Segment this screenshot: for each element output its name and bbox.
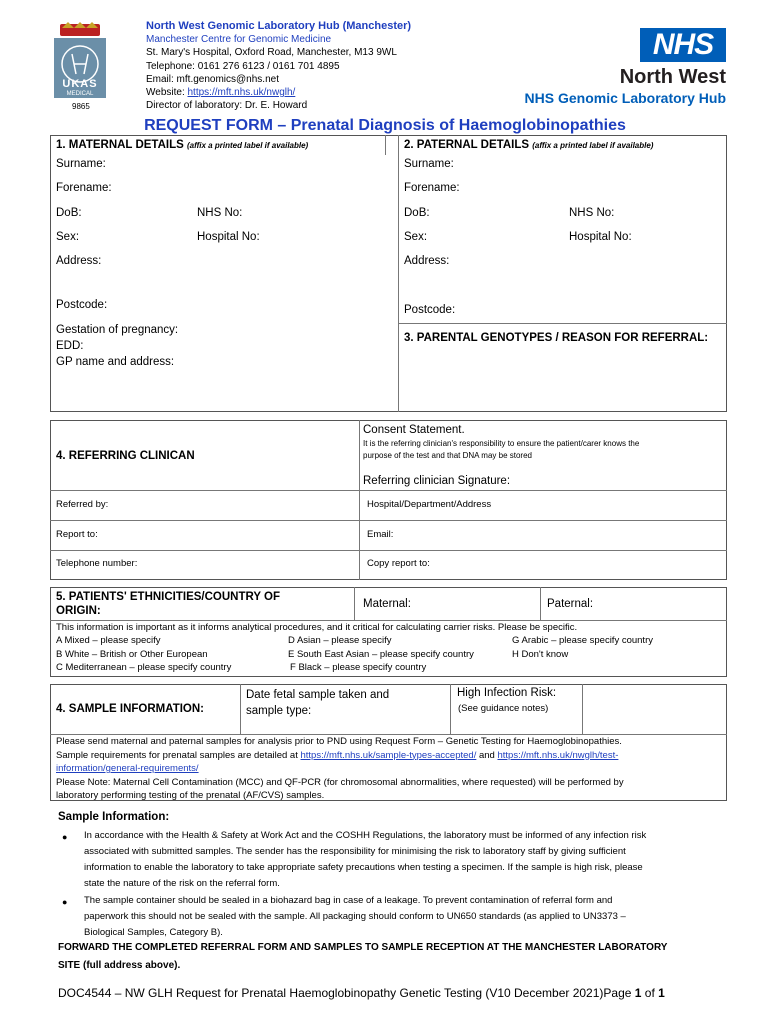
ethnicity-option: E South East Asian – please specify country	[288, 649, 474, 660]
edd-field[interactable]: EDD:	[56, 340, 84, 352]
lab-address-block	[146, 20, 411, 112]
sample-heading: 4. SAMPLE INFORMATION:	[56, 703, 205, 715]
signature-field[interactable]: Referring clinician Signature:	[363, 475, 511, 487]
hospital-dept-field[interactable]: Hospital/Department/Address	[367, 499, 492, 510]
paternal-surname-field[interactable]: Surname:	[404, 158, 454, 170]
divider	[50, 550, 727, 551]
divider	[540, 587, 541, 620]
divider	[450, 684, 451, 734]
infection-risk-label: High Infection Risk:	[457, 687, 557, 699]
nhs-logo-text: NHS	[652, 28, 714, 61]
divider	[398, 135, 399, 412]
maternal-sex-field[interactable]: Sex:	[56, 231, 80, 243]
bullet-icon: ●	[62, 897, 68, 907]
paternal-postcode-field[interactable]: Postcode:	[404, 304, 456, 316]
ukas-sub: MEDICAL	[66, 91, 94, 97]
ethnicity-option: B White – British or Other European	[56, 649, 208, 660]
nhs-logo	[640, 28, 726, 62]
sample-date-field[interactable]: Date fetal sample taken and sample type:	[246, 689, 390, 717]
maternal-surname-field[interactable]: Surname:	[56, 158, 106, 170]
maternal-heading: 1. MATERNAL DETAILS (affix a printed label if available)	[56, 139, 309, 151]
website-label: Website:	[146, 87, 188, 99]
general-requirements-link[interactable]: https://mft.nhs.uk/nwglh/test-	[497, 749, 619, 761]
ethnicity-option: C Mediterranean – please specify country	[56, 662, 232, 673]
genotypes-heading: 3. PARENTAL GENOTYPES / REASON FOR REFERRAL:	[404, 332, 709, 344]
paternal-note: (affix a printed label if available)	[532, 141, 654, 150]
page-number: 1	[634, 986, 642, 1000]
divider	[240, 684, 241, 734]
sample-para: Please send maternal and paternal samples for analysis prior to PND using Request Form – Genetic Testing for Haemoglobinopathies.	[56, 736, 622, 747]
consent-text: It is the referring clinician's responsibility to ensure the patient/carer knows the purpose of the test and that DNA may be stored	[363, 439, 640, 460]
ethnicity-intro: This information is important as it informs analytical procedures, and it critical for calculating carrier risks. Please be specific.	[56, 622, 578, 633]
copy-report-field[interactable]: Copy report to:	[367, 558, 430, 569]
lab-address: St. Mary's Hospital, Oxford Road, Manchester, M13 9WL	[146, 47, 397, 59]
lab-email: Email: mft.genomics@nhs.net	[146, 73, 279, 85]
maternal-ethnicity-field[interactable]: Maternal:	[363, 598, 411, 610]
lab-website	[146, 86, 411, 99]
gp-field[interactable]: GP name and address:	[56, 356, 175, 368]
form-title: REQUEST FORM – Prenatal Diagnosis of Haemoglobinopathies	[144, 117, 626, 134]
maternal-forename-field[interactable]: Forename:	[56, 182, 112, 194]
gestation-field[interactable]: Gestation of pregnancy:	[56, 324, 179, 336]
consent-title: Consent Statement.	[363, 424, 465, 436]
divider	[359, 420, 360, 580]
maternal-hospital-field[interactable]: Hospital No:	[197, 231, 260, 243]
ukas-text: UKAS	[62, 78, 98, 90]
ethnicity-heading: 5. PATIENTS' ETHNICITIES/COUNTRY OF ORIGIN:	[56, 591, 281, 617]
maternal-postcode-field[interactable]: Postcode:	[56, 299, 108, 311]
paternal-heading: 2. PATERNAL DETAILS (affix a printed label if available)	[404, 139, 654, 151]
referred-by-field[interactable]: Referred by:	[56, 499, 109, 510]
guidance-heading: Sample Information:	[58, 811, 170, 823]
email-field[interactable]: Email:	[367, 529, 394, 540]
forward-instruction: FORWARD THE COMPLETED REFERRAL FORM AND SAMPLES TO SAMPLE RECEPTION AT THE MANCHESTER LABORATORY SITE (full address above).	[58, 942, 668, 971]
maternal-dob-field[interactable]: DoB:	[56, 207, 82, 219]
ethnicity-option: H Don't know	[512, 649, 569, 660]
bullet-icon: ●	[62, 832, 68, 842]
sample-para: laboratory performing testing of the prenatal (AF/CVS) samples.	[56, 790, 325, 801]
paternal-sex-field[interactable]: Sex:	[404, 231, 428, 243]
sample-para: Please Note: Maternal Cell Contamination (MCC) and QF-PCR (for chromosomal abnormalities, where requested) will be performed by	[56, 776, 624, 788]
divider	[385, 135, 386, 155]
sample-para: Sample requirements for prenatal samples are detailed at https://mft.nhs.uk/sample-types-accepted/ and https://mft.nhs.uk/nwglh/test-	[56, 749, 619, 761]
maternal-nhs-field[interactable]: NHS No:	[197, 207, 243, 219]
lab-centre: Manchester Centre for Genomic Medicine	[146, 34, 332, 46]
infection-risk-note: (See guidance notes)	[458, 703, 549, 714]
ethnicity-option: D Asian – please specify	[288, 635, 392, 646]
bullet-biohazard: The sample container should be sealed in a biohazard bag in case of a leakage. To prevent contamination of referral form and paperwork this should not be sealed with the sample. All packaging should conform to UN650 standards (as applied to UN3373 – Biological Samples, Category B).	[84, 895, 626, 938]
sample-guidance-text	[56, 735, 724, 803]
website-link[interactable]: https://mft.nhs.uk/nwglh/	[187, 87, 296, 99]
maternal-note: (affix a printed label if available)	[186, 141, 309, 150]
ethnicity-option: F Black – please specify country	[290, 662, 427, 673]
sample-para	[56, 762, 724, 776]
paternal-dob-field[interactable]: DoB:	[404, 207, 430, 219]
ethnicity-option: G Arabic – please specify country	[512, 635, 653, 646]
general-requirements-link-cont[interactable]: information/general-requirements/	[56, 763, 199, 774]
divider	[50, 490, 727, 491]
paternal-ethnicity-field[interactable]: Paternal:	[547, 598, 594, 610]
region-name: North West	[619, 66, 726, 88]
divider	[398, 323, 727, 324]
maternal-address-field[interactable]: Address:	[56, 255, 102, 267]
divider	[50, 520, 727, 521]
hub-name: NHS Genomic Laboratory Hub	[524, 90, 726, 106]
lab-name: North West Genomic Laboratory Hub (Manchester)	[146, 20, 412, 32]
page-footer: DOC4544 – NW GLH Request for Prenatal Haemoglobinopathy Genetic Testing (V10 December 2021)Page 1 of 1	[58, 986, 665, 1000]
telephone-field[interactable]: Telephone number:	[56, 558, 138, 569]
paternal-forename-field[interactable]: Forename:	[404, 182, 460, 194]
paternal-hospital-field[interactable]: Hospital No:	[569, 231, 632, 243]
page-total: 1	[658, 986, 665, 1000]
paternal-nhs-field[interactable]: NHS No:	[569, 207, 615, 219]
divider	[582, 684, 583, 734]
ukas-number: 9865	[72, 102, 90, 111]
divider	[354, 587, 355, 620]
paternal-address-field[interactable]: Address:	[404, 255, 450, 267]
sample-types-link[interactable]: https://mft.nhs.uk/sample-types-accepted/	[300, 749, 477, 761]
details-section	[50, 135, 727, 412]
ethnicity-option: A Mixed – please specify	[56, 635, 161, 646]
bullet-infection-risk: In accordance with the Health & Safety at Work Act and the COSHH Regulations, the laboratory must be informed of any infection risk associated with submitted samples. The sender has the responsibility for minimising the risk to laboratory staff by giving sufficient information to enable the laboratory to take appropriate safety precautions when testing a specimen. If the sample is high risk, please state the nature of the risk on the referral form.	[84, 830, 647, 889]
report-to-field[interactable]: Report to:	[56, 529, 98, 540]
referring-heading: 4. REFERRING CLINICAN	[56, 450, 195, 462]
lab-director: Director of laboratory: Dr. E. Howard	[146, 100, 308, 112]
lab-telephone: Telephone: 0161 276 6123 / 0161 701 4895	[146, 60, 340, 72]
